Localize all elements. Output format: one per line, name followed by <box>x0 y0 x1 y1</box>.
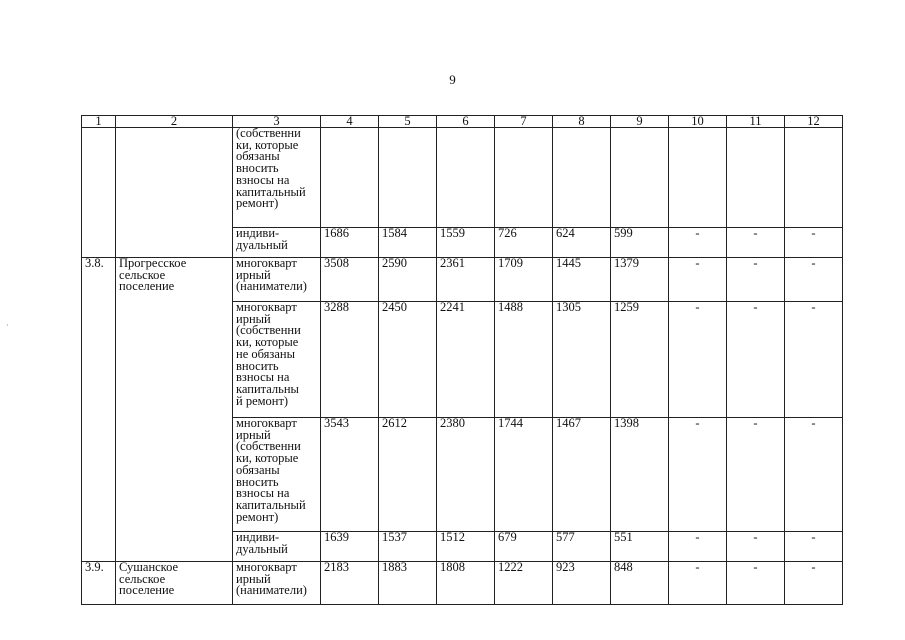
column-number: 7 <box>495 116 553 128</box>
table-row <box>82 562 843 605</box>
value-cell: 1883 <box>379 562 437 605</box>
table-row <box>82 258 843 302</box>
value-cell: 1488 <box>495 302 553 418</box>
settlement-name-cell: Сушанское сельское поселение <box>116 562 233 605</box>
column-number: 6 <box>437 116 495 128</box>
dash-cell: - <box>785 532 843 562</box>
dash-cell: - <box>785 258 843 302</box>
dash-cell: - <box>727 302 785 418</box>
value-cell: 1537 <box>379 532 437 562</box>
value-cell: 1512 <box>437 532 495 562</box>
value-cell: 1559 <box>437 228 495 258</box>
dash-cell: - <box>727 532 785 562</box>
column-number: 8 <box>553 116 611 128</box>
value-cell: 3288 <box>321 302 379 418</box>
value-cell: 2183 <box>321 562 379 605</box>
dash-cell: - <box>669 532 727 562</box>
value-cell <box>553 128 611 228</box>
dash-cell: - <box>669 302 727 418</box>
dash-cell: - <box>727 418 785 532</box>
value-cell: 2590 <box>379 258 437 302</box>
value-cell: 624 <box>553 228 611 258</box>
value-cell: 2380 <box>437 418 495 532</box>
tariff-table <box>81 115 843 605</box>
value-cell: 3508 <box>321 258 379 302</box>
column-number: 2 <box>116 116 233 128</box>
dash-cell <box>785 128 843 228</box>
value-cell: 1808 <box>437 562 495 605</box>
value-cell: 1467 <box>553 418 611 532</box>
value-cell: 726 <box>495 228 553 258</box>
column-number: 5 <box>379 116 437 128</box>
column-number: 3 <box>233 116 321 128</box>
dash-cell: - <box>785 418 843 532</box>
value-cell <box>321 128 379 228</box>
value-cell: 1686 <box>321 228 379 258</box>
value-cell: 551 <box>611 532 669 562</box>
value-cell: 599 <box>611 228 669 258</box>
housing-type-cell: индиви- дуальный <box>233 532 321 562</box>
value-cell: 1639 <box>321 532 379 562</box>
housing-type-cell: индиви- дуальный <box>233 228 321 258</box>
dash-cell: - <box>669 258 727 302</box>
column-number: 12 <box>785 116 843 128</box>
housing-type-cell: многокварт ирный (наниматели) <box>233 258 321 302</box>
dash-cell: - <box>785 302 843 418</box>
value-cell <box>495 128 553 228</box>
dash-cell <box>669 128 727 228</box>
dash-cell: - <box>727 228 785 258</box>
dash-cell: - <box>785 228 843 258</box>
value-cell: 2612 <box>379 418 437 532</box>
value-cell: 3543 <box>321 418 379 532</box>
value-cell: 1709 <box>495 258 553 302</box>
value-cell: 1305 <box>553 302 611 418</box>
column-numbers-row <box>82 116 843 128</box>
section-number-cell: 3.8. <box>82 258 116 562</box>
settlement-name-cell: Прогресское сельское поселение <box>116 258 233 562</box>
value-cell <box>379 128 437 228</box>
dash-cell <box>727 128 785 228</box>
value-cell: 1584 <box>379 228 437 258</box>
column-number: 4 <box>321 116 379 128</box>
value-cell: 2450 <box>379 302 437 418</box>
settlement-name-cell <box>116 128 233 258</box>
value-cell: 1445 <box>553 258 611 302</box>
value-cell: 1398 <box>611 418 669 532</box>
value-cell: 2241 <box>437 302 495 418</box>
dash-cell: - <box>669 418 727 532</box>
page-number: 9 <box>449 72 456 87</box>
column-number: 11 <box>727 116 785 128</box>
housing-type-cell: многокварт ирный (наниматели) <box>233 562 321 605</box>
value-cell: 1222 <box>495 562 553 605</box>
column-number: 10 <box>669 116 727 128</box>
value-cell: 679 <box>495 532 553 562</box>
dash-cell: - <box>669 228 727 258</box>
value-cell: 848 <box>611 562 669 605</box>
dash-cell: - <box>669 562 727 605</box>
value-cell <box>611 128 669 228</box>
value-cell: 1259 <box>611 302 669 418</box>
section-number-cell <box>82 128 116 258</box>
column-number: 1 <box>82 116 116 128</box>
value-cell: 577 <box>553 532 611 562</box>
value-cell: 1744 <box>495 418 553 532</box>
value-cell <box>437 128 495 228</box>
housing-type-cell: многокварт ирный (собственни ки, которые обязаны вносить взносы на капитальный ремонт) <box>233 418 321 532</box>
margin-mark: · <box>6 321 9 330</box>
housing-type-cell: многокварт ирный (собственни ки, которые не обязаны вносить взносы на капитальны й ремонт) <box>233 302 321 418</box>
housing-type-cell: (собственни ки, которые обязаны вносить взносы на капитальный ремонт) <box>233 128 321 228</box>
value-cell: 923 <box>553 562 611 605</box>
dash-cell: - <box>727 258 785 302</box>
dash-cell: - <box>727 562 785 605</box>
value-cell: 2361 <box>437 258 495 302</box>
column-number: 9 <box>611 116 669 128</box>
dash-cell: - <box>785 562 843 605</box>
table-row <box>82 128 843 228</box>
section-number-cell: 3.9. <box>82 562 116 605</box>
value-cell: 1379 <box>611 258 669 302</box>
